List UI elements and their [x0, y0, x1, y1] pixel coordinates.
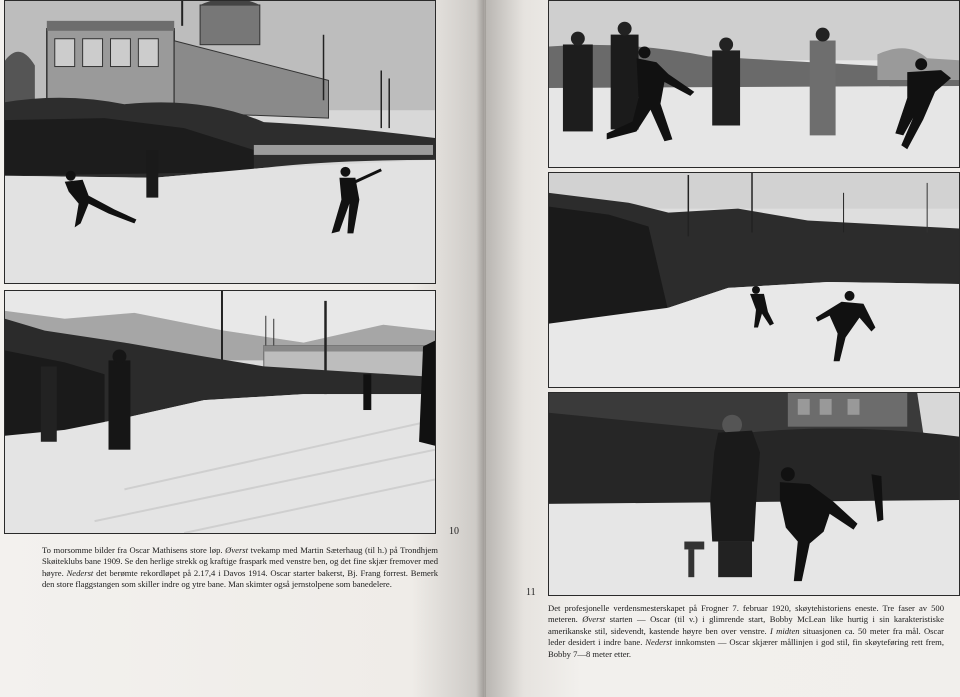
left-caption-label-bottom: Nederst — [66, 567, 94, 578]
left-caption-bottom-text: det berømte rekordløpet på 2.17,4 i Davos 1914. Oscar starter bakerst, Bj. Frang forrest. Bemerk den store flaggstangen som skiller indre og ytre bane. Man skimter også jernstolpene som banedelere. — [42, 567, 438, 590]
right-page-number: 11 — [526, 587, 536, 598]
right-caption-top-text: starten — Oscar (til v.) i glimrende start, Bobby McLean like hurtig i sin karakteristiske amerikanske stil, sidevendt, kastende høyre ben over venstre. — [548, 614, 944, 636]
right-caption-label-middle: I midten — [769, 625, 800, 636]
right-caption-bottom-text: innkomsten — Oscar skjærer mållinjen i god stil, fin skøyteføring rett frem, Bobby 7—8 meter etter. — [548, 637, 944, 659]
left-caption-intro: To morsomme bilder fra Oscar Mathisens store løp. — [42, 545, 223, 555]
photo-trondhjem-1909 — [4, 0, 436, 284]
photo-frogner-finish — [548, 392, 960, 596]
right-caption-label-bottom: Nederst — [645, 637, 673, 648]
right-caption-middle-text: situasjonen ca. 50 meter fra mål. Oscar leder desidert i indre bane. — [548, 625, 945, 648]
left-caption-label-top: Øverst — [225, 545, 249, 555]
photo-frogner-start — [548, 0, 960, 168]
left-caption — [42, 545, 438, 591]
right-caption-intro: Det profesjonelle verdensmesterskapet på Frogner 7. februar 1920, skøytehistoriens eneste. Tre faser av 500 meteren. — [548, 603, 944, 625]
right-caption — [548, 603, 944, 660]
left-page-number: 10 — [449, 526, 459, 537]
photo-frogner-middle — [548, 172, 960, 388]
right-caption-label-top: Øverst — [582, 614, 606, 625]
left-caption-top-text: tvekamp med Martin Sæterhaug (til h.) på Trondhjem Skøiteklubs bane 1909. Se den herlige strekk og kraftige fraspark med venstre ben, og det fine skjær fremover med høyre. — [42, 545, 438, 578]
right-page — [486, 0, 960, 697]
photo-davos-1914 — [4, 290, 436, 534]
